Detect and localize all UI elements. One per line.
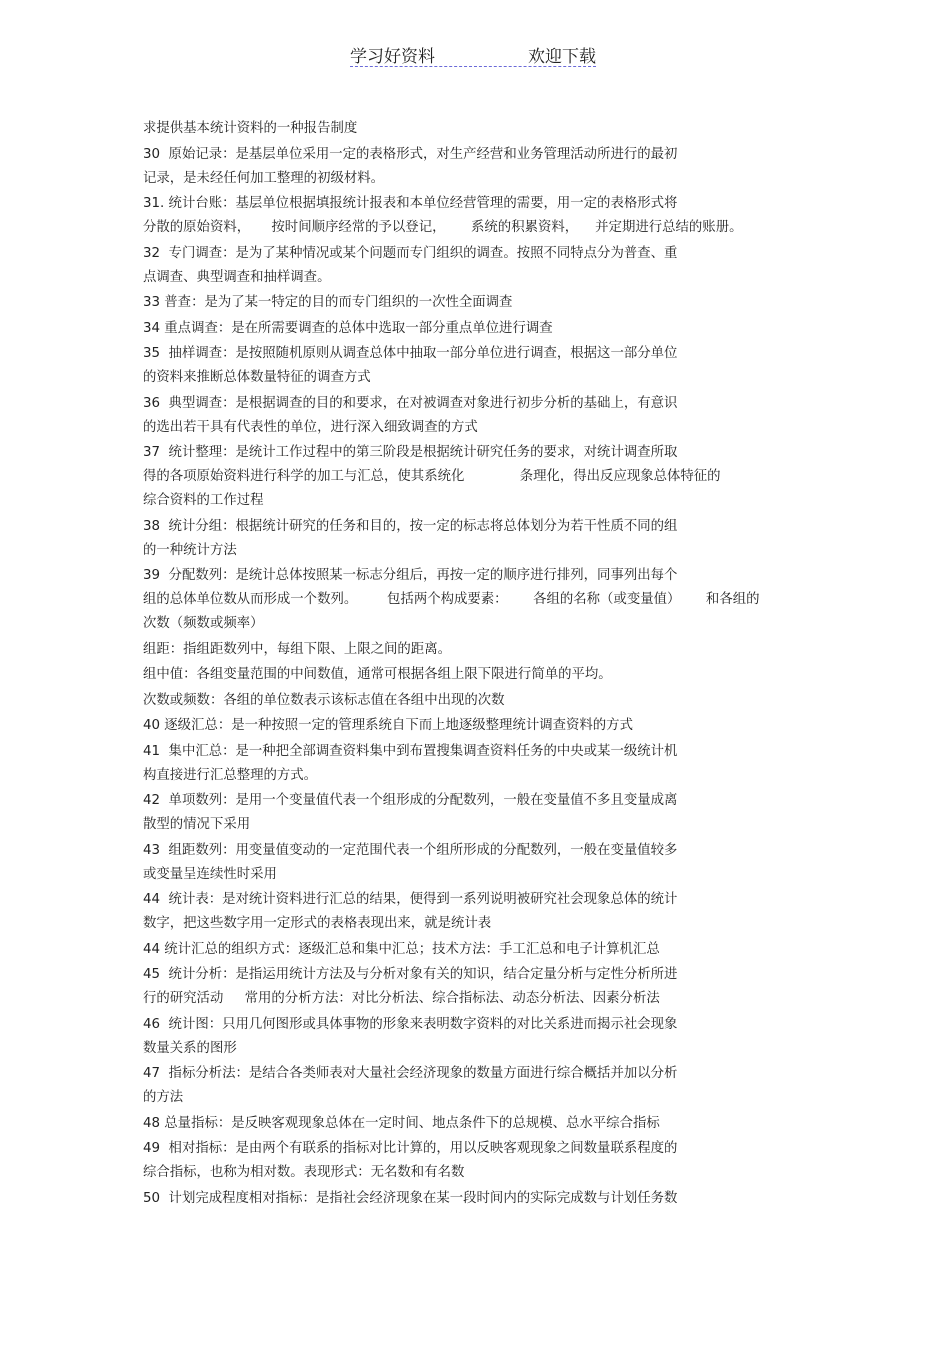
text-line: 组中值：各组变量范围的中间数值，通常可根据各组上限下限进行简单的平均。: [143, 667, 612, 682]
paragraph: [143, 714, 813, 740]
text-line: 记录，是未经任何加工整理的初级材料。: [143, 170, 385, 186]
paragraph: [143, 689, 813, 715]
text-line: 构直接进行汇总整理的方式。: [143, 767, 318, 783]
text-line: 39 分配数列：是统计总体按照某一标志分组后，再按一定的顺序进行排列，同事列出每个: [143, 568, 678, 583]
text-line: 42 单项数列：是用一个变量值代表一个组形成的分配数列，一般在变量值不多且变量成离: [143, 793, 678, 808]
paragraph: [143, 1137, 813, 1187]
paragraph: [143, 740, 813, 790]
text-line: 散型的情况下采用: [143, 817, 251, 832]
text-line: 36 典型调查：是根据调查的目的和要求，在对被调查对象进行初步分析的基础上，有意识: [143, 395, 678, 411]
text-line: 的一种统计方法: [143, 542, 237, 558]
paragraph: [143, 888, 813, 938]
text-line: 或变量呈连续性时采用: [143, 866, 277, 882]
text-line: 32 专门调查：是为了某种情况或某个问题而专门组织的调查。按照不同特点分为普查、重: [143, 245, 678, 261]
paragraph: [143, 663, 813, 689]
paragraph: [143, 963, 813, 1013]
paragraph: [143, 291, 813, 317]
paragraph: [143, 117, 813, 143]
paragraph: [143, 564, 813, 638]
text-line: 33 普查：是为了某一特定的目的而专门组织的一次性全面调查: [143, 295, 513, 310]
paragraph: [143, 342, 813, 392]
text-line: 44 统计表：是对统计资料进行汇总的结果，便得到一系列说明被研究社会现象总体的统计: [143, 892, 678, 907]
text-line: 45 统计分析：是指运用统计方法及与分析对象有关的知识，结合定量分析与定性分析所进: [143, 967, 678, 982]
paragraph: [143, 638, 813, 664]
paragraph: [143, 242, 813, 292]
text-line: 40 逐级汇总：是一种按照一定的管理系统自下而上地逐级整理统计调查资料的方式: [143, 718, 633, 733]
paragraph: [143, 192, 813, 242]
document-body: [143, 117, 813, 1212]
paragraph: [143, 441, 813, 515]
text-line: 30 原始记录：是基层单位采用一定的表格形式，对生产经营和业务管理活动所进行的最初: [143, 146, 678, 162]
text-line: 组距：指组距数列中，每组下限、上限之间的距离。: [143, 641, 451, 657]
text-line: 47 指标分析法：是结合各类师表对大量社会经济现象的数量方面进行综合概括并加以分析: [143, 1066, 678, 1081]
text-line: 34 重点调查：是在所需要调查的总体中选取一部分重点单位进行调查: [143, 320, 553, 336]
text-line: 得的各项原始资料进行科学的加工与汇总，使其系统化 条理化，得出反应现象总体特征的: [143, 469, 721, 484]
text-line: 35 抽样调查：是按照随机原则从调查总体中抽取一部分单位进行调查，根据这一部分单位: [143, 346, 678, 361]
text-line: 46 统计图：只用几何图形或具体事物的形象来表明数字资料的对比关系进而揭示社会现象: [143, 1016, 678, 1032]
text-line: 组的总体单位数从而形成一个数列。 包括两个构成要素： 各组的名称（或变量值） 和各组的: [143, 592, 760, 607]
text-line: 50 计划完成程度相对指标：是指社会经济现象在某一段时间内的实际完成数与计划任务数: [143, 1190, 678, 1206]
text-line: 48 总量指标：是反映客观现象总体在一定时间、地点条件下的总规模、总水平综合指标: [143, 1115, 660, 1131]
text-line: 的方法: [143, 1090, 184, 1105]
text-line: 行的研究活动 常用的分析方法：对比分析法、综合指标法、动态分析法、因素分析法: [143, 991, 660, 1006]
paragraph: [143, 1112, 813, 1138]
text-line: 31. 统计台账：基层单位根据填报统计报表和本单位经营管理的需要，用一定的表格形式将: [143, 196, 678, 211]
text-line: 次数（频数或频率）: [143, 616, 264, 631]
page-header: [350, 40, 596, 67]
header-right-text: 欢迎下载: [528, 47, 596, 67]
text-line: 分散的原始资料， 按时间顺序经常的予以登记， 系统的积累资料， 并定期进行总结的账册。: [143, 220, 743, 235]
text-line: 综合指标，也称为相对数。表现形式：无名数和有名数: [143, 1165, 465, 1180]
header-left-text: 学习好资料: [350, 47, 435, 67]
paragraph: [143, 143, 813, 193]
paragraph: [143, 515, 813, 565]
text-line: 数量关系的图形: [143, 1040, 237, 1056]
paragraph: [143, 1013, 813, 1063]
text-line: 49 相对指标：是由两个有联系的指标对比计算的，用以反映客观现象之间数量联系程度的: [143, 1141, 678, 1156]
text-line: 的选出若干具有代表性的单位，进行深入细致调查的方式: [143, 419, 478, 435]
text-line: 41 集中汇总：是一种把全部调查资料集中到布置搜集调查资料任务的中央或某一级统计机: [143, 743, 678, 759]
paragraph: [143, 789, 813, 839]
text-line: 求提供基本统计资料的一种报告制度: [143, 121, 358, 136]
paragraph: [143, 392, 813, 442]
paragraph: [143, 1187, 813, 1213]
text-line: 次数或频数：各组的单位数表示该标志值在各组中出现的次数: [143, 692, 505, 708]
text-line: 44 统计汇总的组织方式：逐级汇总和集中汇总；技术方法：手工汇总和电子计算机汇总: [143, 941, 660, 957]
paragraph: [143, 1062, 813, 1112]
text-line: 点调查、典型调查和抽样调查。: [143, 269, 331, 285]
paragraph: [143, 839, 813, 889]
paragraph: [143, 938, 813, 964]
text-line: 综合资料的工作过程: [143, 493, 264, 508]
text-line: 38 统计分组：根据统计研究的任务和目的，按一定的标志将总体划分为若干性质不同的组: [143, 518, 678, 534]
text-line: 的资料来推断总体数量特征的调查方式: [143, 370, 371, 385]
text-line: 37 统计整理：是统计工作过程中的第三阶段是根据统计研究任务的要求，对统计调查所取: [143, 445, 678, 460]
text-line: 43 组距数列：用变量值变动的一定范围代表一个组所形成的分配数列，一般在变量值较多: [143, 842, 678, 858]
text-line: 数字，把这些数字用一定形式的表格表现出来，就是统计表: [143, 916, 492, 931]
paragraph: [143, 317, 813, 343]
